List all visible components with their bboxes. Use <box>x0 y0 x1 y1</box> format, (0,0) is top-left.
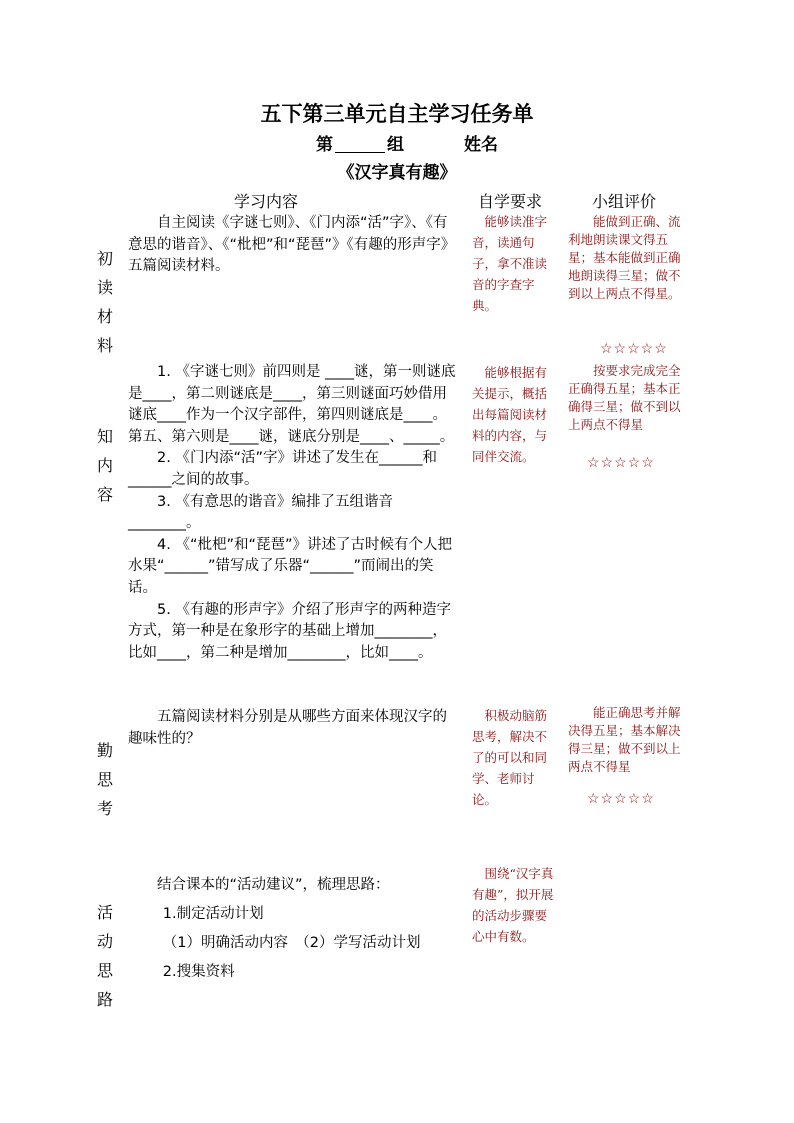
section-initial-reading-content: 自主阅读《字谜七则》、《门内添“活”字》、《有意思的谐音》、《“枇杷”和“琵琶”》《有趣的形声字》五篇阅读材料。 <box>128 215 456 275</box>
star-rating[interactable]: ☆☆☆☆☆ <box>600 341 668 357</box>
group-number-blank[interactable] <box>335 136 385 153</box>
lesson-title: 《汉字真有趣》 <box>337 163 457 183</box>
question-item: 4. 《“枇杷”和“琵琶”》讲述了古时候有个人把水果“______”错写成了乐器“______”而闹出的笑话。 <box>128 536 452 596</box>
section-content-label: 知 内 容 <box>96 427 113 504</box>
section-activity-plan-content: 结合课本的“活动建议”，梳理思路： 1.制定活动计划 （1）明确活动内容 （2）学写活动计划 2.搜集资料 <box>157 877 421 980</box>
section-content-requirement: 能够根据有关提示，概括出每篇阅读材料的内容，与同伴交流。 <box>472 365 548 464</box>
page-title: 五下第三单元自主学习任务单 <box>260 102 534 126</box>
section-thinking-label: 勤 思 考 <box>96 741 113 818</box>
question-item: 5. 《有趣的形声字》介绍了形声字的两种造字方式，第一种是在象形字的基础上增加________，比如____，第二种是增加________，比如____。 <box>128 601 451 661</box>
question-item: 2. 《门内添“活”字》讲述了发生在______和______之间的故事。 <box>128 450 437 488</box>
section-activity-plan-requirement: 围绕“汉字真有趣”，拟开展的活动步骤要心中有数。 <box>472 866 554 944</box>
column-requirements-heading: 自学要求 <box>478 192 543 211</box>
section-initial-reading-requirement: 能够读准字音，读通句子，拿不准读音的字查字典。 <box>472 214 548 313</box>
section-thinking-evaluation: 能正确思考并解决得五星；基本解决得三星；做不到以上两点不得星 <box>568 705 681 774</box>
section-activity-plan-label: 活 动 思 路 <box>96 903 113 1009</box>
star-rating[interactable]: ☆☆☆☆☆ <box>587 455 655 471</box>
section-content-questions <box>128 362 460 664</box>
section-initial-reading-label: 初 读 材 料 <box>96 249 113 355</box>
column-content-heading: 学习内容 <box>234 192 299 211</box>
section-thinking-requirement: 积极动脑筋思考，解决不了的可以和同学、老师讨论。 <box>472 708 548 807</box>
section-initial-reading-evaluation: 能做到正确、流利地朗读课文得五星；基本能做到正确地朗读得三星；做不到以上两点不得星。 <box>568 214 681 301</box>
name-label: 姓名 <box>464 135 498 155</box>
question-item: 1. 《字谜七则》前四则是 ____谜，第一则谜底是____，第二则谜底是____，第三则谜面巧妙借用谜底____作为一个汉字部件，第四则谜底是____。第五、第六则是____谜，谜底分别是____、_____。 <box>128 364 456 445</box>
question-item: 3. 《有意思的谐音》编排了五组谐音________。 <box>128 493 393 532</box>
group-prefix: 第 <box>316 135 333 155</box>
group-name-line <box>316 130 498 155</box>
section-thinking-content: 五篇阅读材料分别是从哪些方面来体现汉字的趣味性的？ <box>128 709 447 747</box>
group-suffix: 组 <box>387 135 404 155</box>
section-content-evaluation: 按要求完成完全正确得五星；基本正确得三星；做不到以上两点不得星 <box>568 363 681 432</box>
star-rating[interactable]: ☆☆☆☆☆ <box>587 791 655 807</box>
column-evaluation-heading: 小组评价 <box>592 192 657 211</box>
